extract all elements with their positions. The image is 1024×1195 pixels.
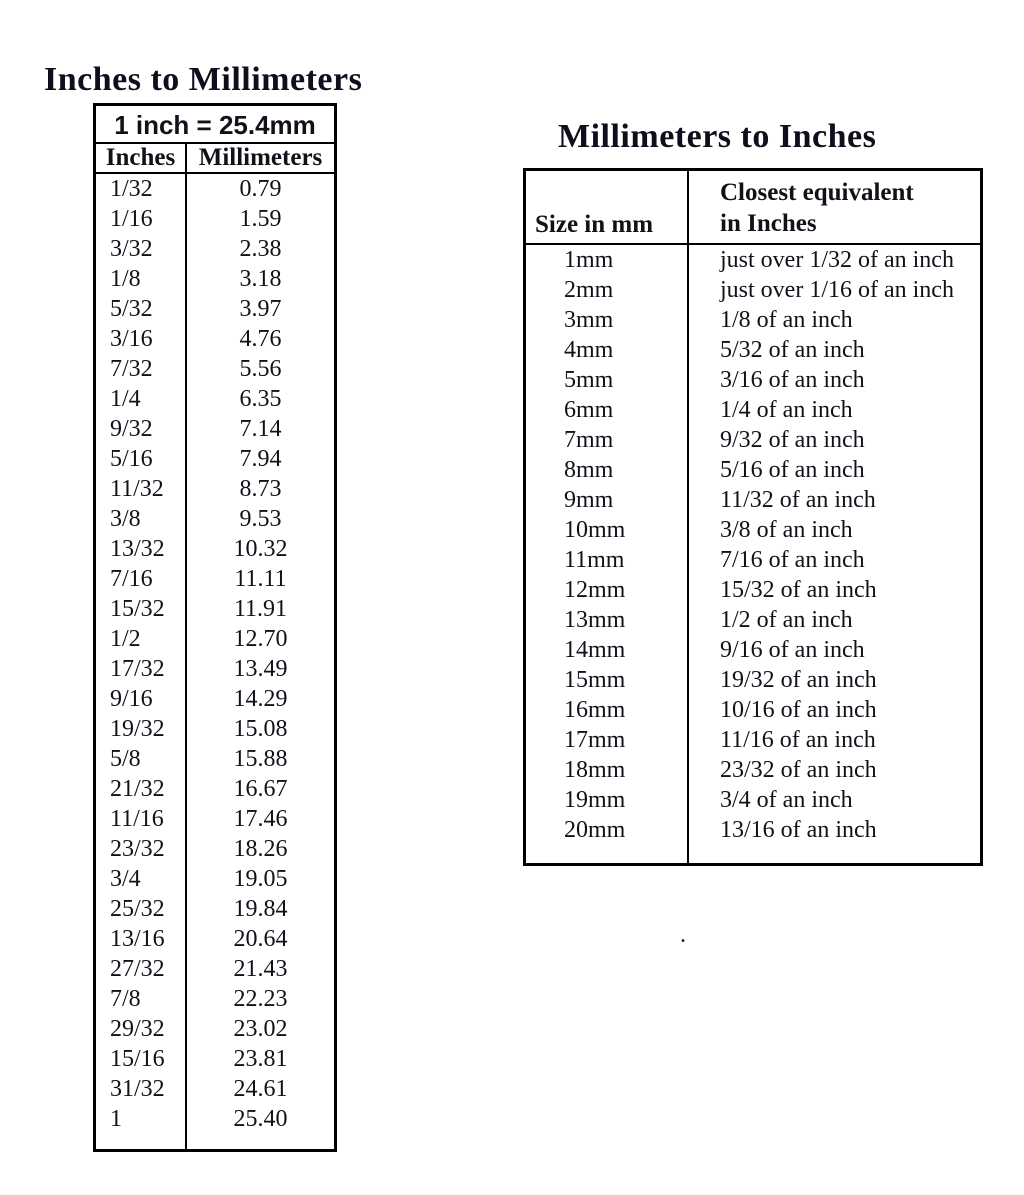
inches-cell: 9/16 <box>96 684 187 714</box>
table-row <box>96 864 334 894</box>
inch-equivalent-cell: 3/8 of an inch <box>720 517 853 543</box>
inch-equivalent-cell: 1/4 of an inch <box>720 397 853 423</box>
inches-cell: 13/32 <box>96 534 187 564</box>
inch-equivalent-cell: 1/8 of an inch <box>720 307 853 333</box>
millimeters-cell: 2.38 <box>239 236 282 262</box>
table-row <box>96 624 334 654</box>
table-row <box>526 635 980 665</box>
table-row <box>526 755 980 785</box>
table-row <box>526 545 980 575</box>
millimeters-cell: 22.23 <box>233 986 288 1012</box>
millimeters-cell: 15.88 <box>233 746 288 772</box>
millimeters-cell: 18.26 <box>233 836 288 862</box>
inch-equivalent-cell: 9/16 of an inch <box>720 637 865 663</box>
inch-equivalent-cell: 7/16 of an inch <box>720 547 865 573</box>
inches-cell: 27/32 <box>96 954 187 984</box>
table-header-row <box>96 144 334 174</box>
table-row <box>526 575 980 605</box>
column-header-line2: in Inches <box>720 210 817 237</box>
inches-cell: 5/16 <box>96 444 187 474</box>
table-row <box>96 294 334 324</box>
millimeters-cell: 3.18 <box>239 266 282 292</box>
inches-cell: 1/8 <box>96 264 187 294</box>
millimeters-cell: 12.70 <box>233 626 288 652</box>
table-row <box>526 515 980 545</box>
table-row <box>96 894 334 924</box>
inch-equivalent-cell: 3/16 of an inch <box>720 367 865 393</box>
inches-cell: 17/32 <box>96 654 187 684</box>
inches-cell: 1 <box>96 1104 187 1134</box>
table-row <box>96 444 334 474</box>
millimeters-cell: 7.94 <box>239 446 282 472</box>
size-mm-cell: 10mm <box>526 515 689 545</box>
millimeters-cell: 6.35 <box>239 386 282 412</box>
table-row <box>96 264 334 294</box>
millimeters-cell: 1.59 <box>239 206 282 232</box>
inches-cell: 3/16 <box>96 324 187 354</box>
millimeters-cell: 15.08 <box>233 716 288 742</box>
inches-cell: 1/16 <box>96 204 187 234</box>
table-body <box>526 245 980 845</box>
inch-equivalent-cell: 3/4 of an inch <box>720 787 853 813</box>
size-mm-cell: 6mm <box>526 395 689 425</box>
inches-cell: 3/32 <box>96 234 187 264</box>
table-filler-row <box>526 845 980 863</box>
stray-period-artifact: . <box>680 922 686 948</box>
inch-equivalent-cell: 23/32 of an inch <box>720 757 877 783</box>
millimeters-cell: 0.79 <box>239 176 282 202</box>
table-row <box>96 774 334 804</box>
table-row <box>96 804 334 834</box>
millimeters-cell: 7.14 <box>239 416 282 442</box>
table-row <box>526 485 980 515</box>
table-row <box>526 365 980 395</box>
inches-cell: 13/16 <box>96 924 187 954</box>
inches-cell: 7/8 <box>96 984 187 1014</box>
table-row <box>96 534 334 564</box>
size-mm-cell: 4mm <box>526 335 689 365</box>
millimeters-cell: 14.29 <box>233 686 288 712</box>
inches-cell: 9/32 <box>96 414 187 444</box>
table-row <box>526 605 980 635</box>
millimeters-cell: 16.67 <box>233 776 288 802</box>
inches-cell: 5/32 <box>96 294 187 324</box>
table-header-row <box>526 171 980 245</box>
millimeters-cell: 4.76 <box>239 326 282 352</box>
table-row <box>96 204 334 234</box>
table-body <box>96 174 334 1134</box>
millimeters-cell: 23.81 <box>233 1046 288 1072</box>
size-mm-cell: 9mm <box>526 485 689 515</box>
inches-cell: 3/4 <box>96 864 187 894</box>
inch-equivalent-cell: 11/32 of an inch <box>720 487 876 513</box>
table-row <box>96 744 334 774</box>
size-mm-cell: 1mm <box>526 245 689 275</box>
size-mm-cell: 17mm <box>526 725 689 755</box>
table-row <box>526 785 980 815</box>
size-mm-cell: 14mm <box>526 635 689 665</box>
inches-cell: 3/8 <box>96 504 187 534</box>
table-filler-row <box>96 1134 334 1149</box>
inches-cell: 5/8 <box>96 744 187 774</box>
column-header-closest-equivalent <box>689 171 980 243</box>
column-header-line1: Closest equivalent <box>720 179 914 206</box>
page-title-inches-to-millimeters: Inches to Millimeters <box>44 60 363 98</box>
inches-cell: 1/32 <box>96 174 187 204</box>
table-row <box>96 354 334 384</box>
inches-cell: 11/32 <box>96 474 187 504</box>
size-mm-cell: 7mm <box>526 425 689 455</box>
inches-cell: 31/32 <box>96 1074 187 1104</box>
table-row <box>526 245 980 275</box>
table-row <box>96 924 334 954</box>
size-mm-cell: 19mm <box>526 785 689 815</box>
table-row <box>96 1074 334 1104</box>
conversion-banner: 1 inch = 25.4mm <box>96 106 334 144</box>
column-header-size-in-mm <box>526 171 689 243</box>
inch-equivalent-cell: 5/32 of an inch <box>720 337 865 363</box>
page-title-millimeters-to-inches: Millimeters to Inches <box>558 117 877 155</box>
table-row <box>96 594 334 624</box>
millimeters-cell: 19.84 <box>233 896 288 922</box>
size-mm-cell: 20mm <box>526 815 689 845</box>
column-header-millimeters: Millimeters <box>198 144 323 171</box>
inch-equivalent-cell: 15/32 of an inch <box>720 577 877 603</box>
table-row <box>96 1014 334 1044</box>
size-mm-cell: 11mm <box>526 545 689 575</box>
inch-equivalent-cell: 9/32 of an inch <box>720 427 865 453</box>
millimeters-cell: 8.73 <box>239 476 282 502</box>
inch-equivalent-cell: 5/16 of an inch <box>720 457 865 483</box>
millimeters-cell: 11.11 <box>234 566 287 592</box>
inches-cell: 1/4 <box>96 384 187 414</box>
table-row <box>96 504 334 534</box>
millimeters-cell: 24.61 <box>233 1076 288 1102</box>
millimeters-cell: 11.91 <box>233 596 288 622</box>
inch-equivalent-cell: just over 1/16 of an inch <box>720 277 954 303</box>
table-row <box>526 275 980 305</box>
millimeters-cell: 5.56 <box>239 356 282 382</box>
table-row <box>526 665 980 695</box>
size-mm-cell: 15mm <box>526 665 689 695</box>
inches-cell: 7/32 <box>96 354 187 384</box>
inch-equivalent-cell: 10/16 of an inch <box>720 697 877 723</box>
table-row <box>96 474 334 504</box>
size-mm-cell: 16mm <box>526 695 689 725</box>
table-row <box>526 395 980 425</box>
table-row <box>96 1104 334 1134</box>
millimeters-cell: 3.97 <box>239 296 282 322</box>
table-row <box>96 234 334 264</box>
table-row <box>96 564 334 594</box>
inches-cell: 25/32 <box>96 894 187 924</box>
table-row <box>526 455 980 485</box>
table-row <box>96 834 334 864</box>
millimeters-cell: 21.43 <box>233 956 288 982</box>
table-row <box>96 414 334 444</box>
millimeters-cell: 19.05 <box>233 866 288 892</box>
inches-cell: 29/32 <box>96 1014 187 1044</box>
table-row <box>96 384 334 414</box>
inches-cell: 23/32 <box>96 834 187 864</box>
size-mm-cell: 3mm <box>526 305 689 335</box>
size-mm-cell: 2mm <box>526 275 689 305</box>
size-mm-cell: 12mm <box>526 575 689 605</box>
column-header-inches: Inches <box>96 144 187 172</box>
inches-cell: 1/2 <box>96 624 187 654</box>
size-mm-cell: 13mm <box>526 605 689 635</box>
inches-cell: 7/16 <box>96 564 187 594</box>
inch-equivalent-cell: 13/16 of an inch <box>720 817 877 843</box>
table-row <box>96 654 334 684</box>
inches-cell: 15/16 <box>96 1044 187 1074</box>
millimeters-cell: 17.46 <box>233 806 288 832</box>
millimeters-cell: 20.64 <box>233 926 288 952</box>
millimeters-cell: 25.40 <box>233 1106 288 1132</box>
table-row <box>96 684 334 714</box>
table-row <box>96 324 334 354</box>
table-row <box>526 695 980 725</box>
table-row <box>526 335 980 365</box>
millimeters-cell: 9.53 <box>239 506 282 532</box>
inches-cell: 21/32 <box>96 774 187 804</box>
table-row <box>526 725 980 755</box>
inch-equivalent-cell: 11/16 of an inch <box>720 727 876 753</box>
column-header-label: Size in mm <box>535 211 654 238</box>
table-row <box>96 714 334 744</box>
inches-cell: 15/32 <box>96 594 187 624</box>
table-row <box>96 1044 334 1074</box>
inch-equivalent-cell: 19/32 of an inch <box>720 667 877 693</box>
table-row <box>526 815 980 845</box>
inches-cell: 19/32 <box>96 714 187 744</box>
table-row <box>96 954 334 984</box>
size-mm-cell: 5mm <box>526 365 689 395</box>
size-mm-cell: 8mm <box>526 455 689 485</box>
millimeters-cell: 10.32 <box>233 536 288 562</box>
size-mm-cell: 18mm <box>526 755 689 785</box>
inch-equivalent-cell: just over 1/32 of an inch <box>720 247 954 273</box>
millimeters-cell: 23.02 <box>233 1016 288 1042</box>
inch-equivalent-cell: 1/2 of an inch <box>720 607 853 633</box>
table-row <box>526 305 980 335</box>
millimeters-cell: 13.49 <box>233 656 288 682</box>
table-row <box>96 984 334 1014</box>
table-row <box>96 174 334 204</box>
mm-to-inches-table <box>523 168 983 866</box>
inches-to-mm-table <box>93 103 337 1152</box>
table-row <box>526 425 980 455</box>
inches-cell: 11/16 <box>96 804 187 834</box>
